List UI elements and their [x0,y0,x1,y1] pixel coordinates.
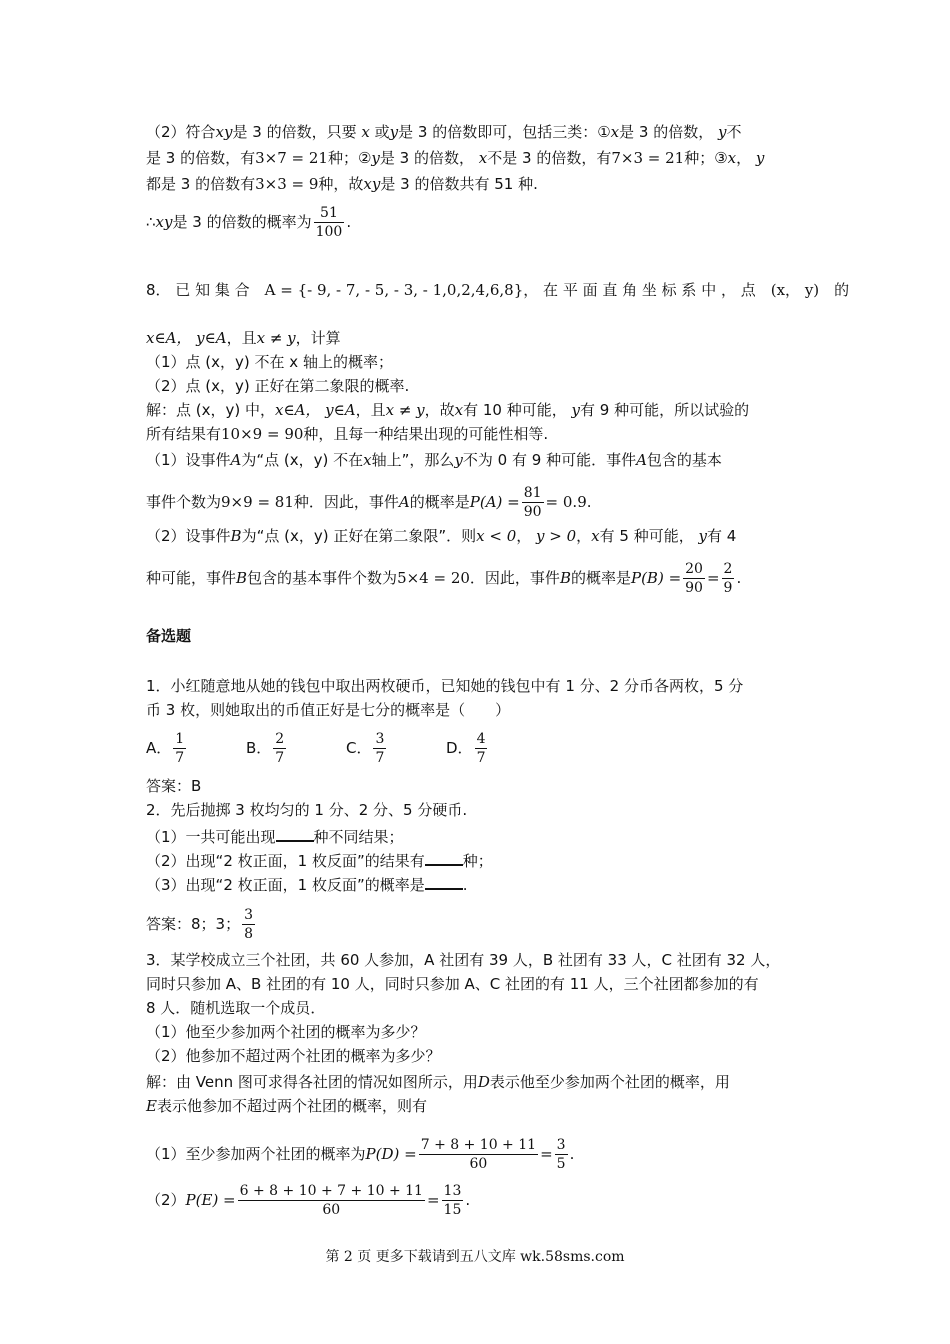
q7-line-3: 都是 3 的倍数有3×3 = 9种，故xy是 3 的倍数共有 51 种. [146,175,538,193]
b3-line-7: E表示他参加不超过两个社团的概率，则有 [146,1097,427,1115]
fraction-20-90: $\frac{20}{90}$ [685,561,703,596]
q8-line-6: 所有结果有10×9 = 90种，且每一种结果出现的可能性相等. [146,425,549,443]
q7-line-4: ∴xy是 3 的倍数的概率为 $\frac{51}{100}$ . [146,205,352,240]
page-footer: 第 2 页 更多下载请到五八文库 wk.58sms.com [325,1249,625,1265]
b3-line-1: 3．某学校成立三个社团，共 60 人参加，A 社团有 39 人，B 社团有 33 人，C 社团有 32 人， [146,951,781,969]
q8-line-3: （1）点 (x，y) 不在 x 轴上的概率； [146,353,393,371]
b3-sub-1: （1）至少参加两个社团的概率为P(D) = $\frac{7 + 8 + 10 + 11}{60}$ = $\frac{3}{5}$ . [146,1137,575,1172]
fraction-81-90: $\frac{81}{90}$ [523,485,542,520]
q7-line-1: （2）符合xy是 3 的倍数，只要 x 或y是 3 的倍数即可，包括三类：①x是 3 的倍数， y不 [146,123,742,141]
q8-line-8: 事件个数为9×9 = 81种．因此，事件A的概率是P(A) = $\frac{81}{90}$ = 0.9. [146,485,592,520]
answer-blank [276,826,314,842]
fraction-pd: $\frac{7 + 8 + 10 + 11}{60}$ [420,1137,537,1172]
q8-line-9: （2）设事件B为“点 (x，y) 正好在第二象限”．则x < 0， y > 0，x有 5 种可能， y有 4 [146,527,737,545]
q8-line-5: 解：点 (x，y) 中，x∈A， y∈A，且x ≠ y，故x有 10 种可能， y有 9 种可能，所以试验的 [146,401,750,419]
option-a: A． $\frac{1}{7}$ [146,731,185,766]
b2-line-1: 2．先后抛掷 3 枚均匀的 1 分、2 分、5 分硬币. [146,801,468,819]
b3-line-6: 解：由 Venn 图可求得各社团的情况如图所示，用D表示他至少参加两个社团的概率，用 [146,1073,730,1091]
fraction-3-5: $\frac{3}{5}$ [556,1137,566,1172]
fraction-2-9: $\frac{2}{9}$ [723,561,733,596]
b3-sub-2: （2）P(E) = $\frac{6 + 8 + 10 + 7 + 10 + 11}{60}$ = $\frac{13}{15}$ . [146,1183,471,1218]
fraction-51-100: $\frac{51}{100}$ [315,205,343,240]
b3-line-5: （2）他参加不超过两个社团的概率为多少？ [146,1047,441,1065]
b3-line-3: 8 人．随机选取一个成员． [146,999,326,1017]
section-title: 备选题 [146,627,192,645]
answer-blank [425,874,463,890]
b2-sub-2: （2）出现“2 枚正面，1 枚反面”的结果有 种； [146,852,493,870]
q8-line-1: 8． 已 知 集 合 A = {- 9, - 7, - 5, - 3, - 1,0,2,4,6,8}， 在 平 面 直 角 坐 标 系 中 ， 点 (x， y) 的 [146,281,850,299]
q8-line-2: x∈A， y∈A，且x ≠ y，计算 [146,329,341,347]
b1-line-1: 1．小红随意地从她的钱包中取出两枚硬币，已知她的钱包中有 1 分、2 分币各两枚，5 分 [146,677,744,695]
q8-line-10: 种可能，事件B包含的基本事件个数为5×4 = 20．因此，事件B的概率是P(B) = $\frac{20}{90}$ = $\frac{2}{9}$ . [146,561,742,596]
fraction-3-8: $\frac{3}{8}$ [244,907,254,942]
b2-sub-1: （1）一共可能出现 种不同结果； [146,828,404,846]
q8-line-7: （1）设事件A为“点 (x，y) 不在x轴上”，那么y不为 0 有 9 种可能．事件A包含的基本 [146,451,722,469]
b1-answer: 答案：B [146,777,202,795]
option-c: C． $\frac{3}{7}$ [346,731,385,766]
b3-line-4: （1）他至少参加两个社团的概率为多少？ [146,1023,426,1041]
b1-line-2: 币 3 枚，则她取出的币值正好是七分的概率是（ ） [146,701,511,719]
b2-answer: 答案：8；3； $\frac{3}{8}$ [146,907,254,942]
b1-options [146,730,546,767]
b2-sub-3: （3）出现“2 枚正面，1 枚反面”的概率是 . [146,876,468,894]
q7-line-2: 是 3 的倍数，有3×7 = 21种；②y是 3 的倍数， x不是 3 的倍数，有7×3 = 21种；③x， y [146,149,765,167]
q8-line-4: （2）点 (x，y) 正好在第二象限的概率. [146,377,410,395]
answer-blank [425,850,463,866]
option-d: D． $\frac{4}{7}$ [446,731,486,766]
fraction-13-15: $\frac{13}{15}$ [443,1183,462,1218]
option-b: B． $\frac{2}{7}$ [246,731,285,766]
fraction-pe: $\frac{6 + 8 + 10 + 7 + 10 + 11}{60}$ [239,1183,423,1218]
b3-line-2: 同时只参加 A、B 社团的有 10 人，同时只参加 A、C 社团的有 11 人，三个社团都参加的有 [146,975,759,993]
